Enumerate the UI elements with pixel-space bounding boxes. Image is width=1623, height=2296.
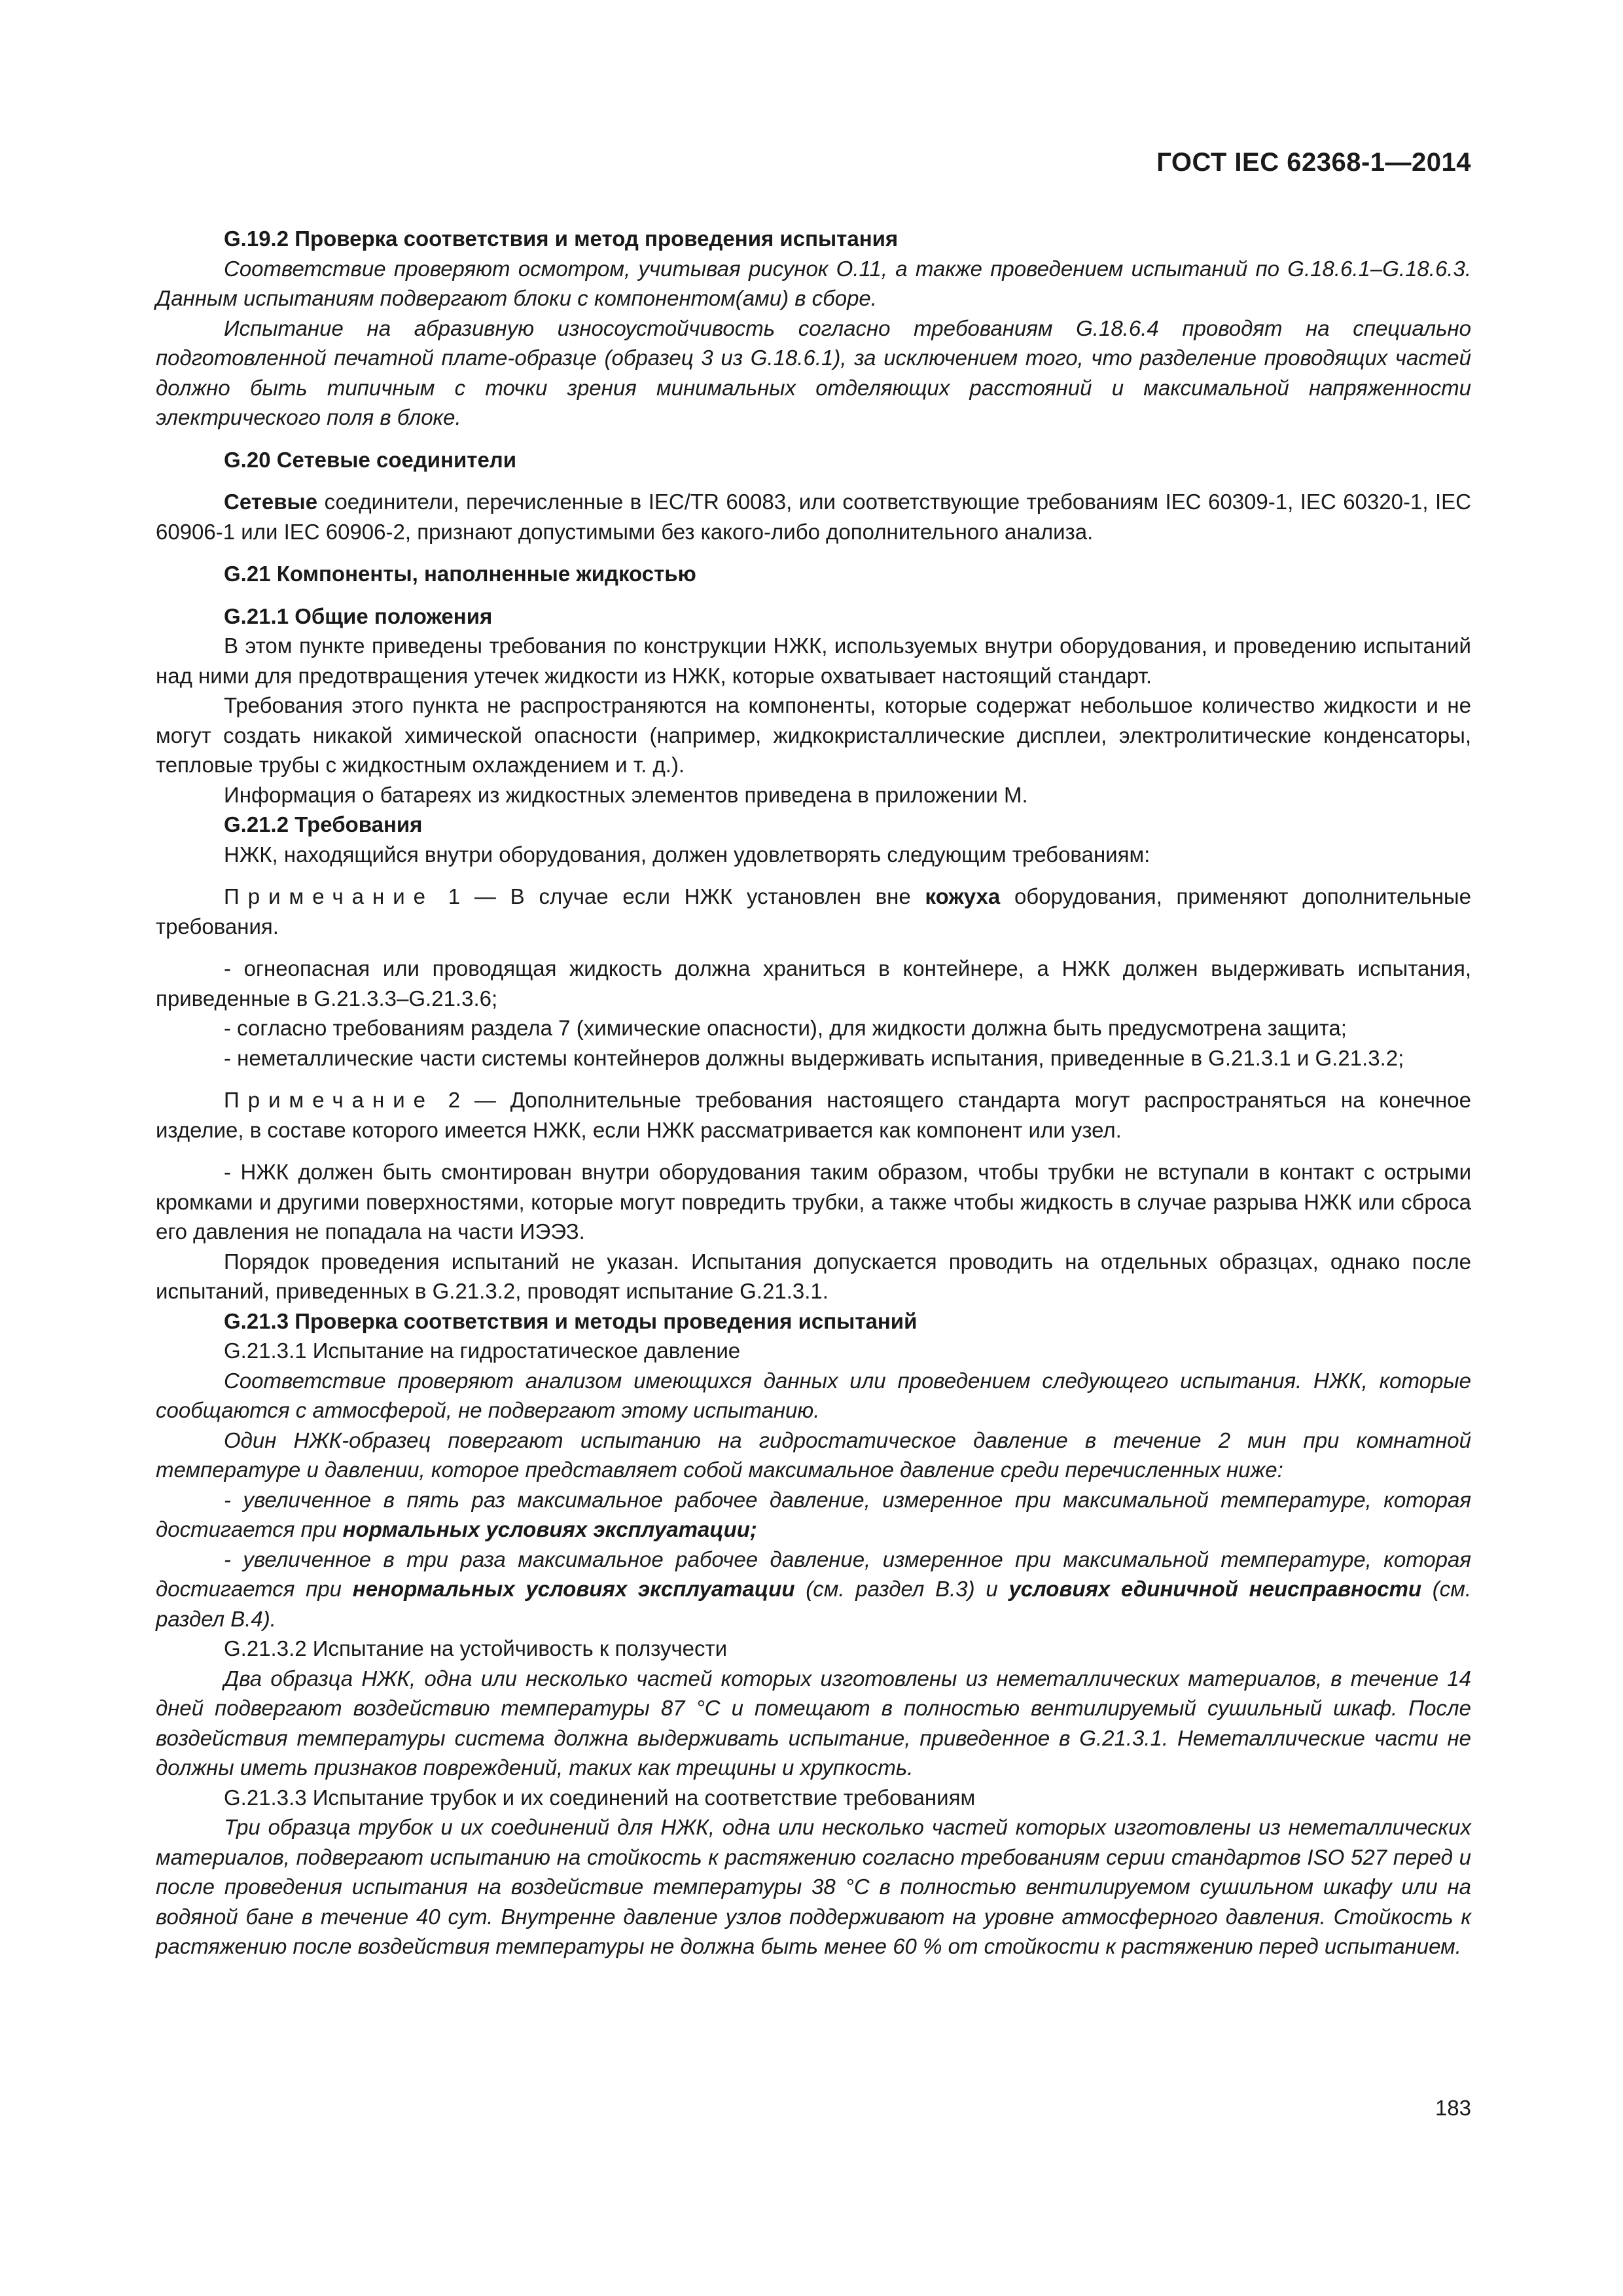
section-title-g21: G.21 Компоненты, наполненные жидкостью — [224, 562, 696, 586]
text: оборудования, применяют дополнительные требования. — [156, 884, 1471, 939]
paragraph: Испытание на абразивную износоустойчивость согласно требованиям G.18.6.4 проводят на специально подготовленной печатной плате-образце (образец 3 из G.18.6.1), за исключением того, что разделение проводящих частей должно быть типичным с точки зрения минимальных отделяющих расстояний и максимальной напряженности электрического поля в блоке. — [156, 315, 1471, 429]
text: (см. раздел В.4). — [156, 1577, 1472, 1631]
text: (см. раздел В.3) и — [794, 1577, 1009, 1601]
text: соединители, перечисленные в IEC/TR 60083, или соответствующие требованиям IEC 60309-1, IEC 60320-1, IEC 60906-1 или IEC 60906-2, признают допустимыми без какого-либо дополнительного анализа. — [156, 490, 1471, 544]
section-title-g21-1: G.21.1 Общие положения — [224, 603, 493, 628]
page-number: 183 — [1435, 2096, 1471, 2120]
term-bold: ненормальных условиях эксплуатации — [352, 1577, 795, 1601]
text: 1 — В случае если НЖК установлен вне — [434, 884, 925, 908]
list-item: - огнеопасная или проводящая жидкость должна храниться в контейнере, а НЖК должен выдерживать испытания, приведенные в G.21.3.3–G.21.3.6; — [156, 956, 1471, 1011]
paragraph: НЖК, находящийся внутри оборудования, должен удовлетворять следующим требованиям: — [224, 842, 1150, 867]
section-title-g21-2: G.21.2 Требования — [224, 812, 423, 836]
subsection-title-g21-3-3: G.21.3.3 Испытание трубок и их соединений на соответствие требованиям — [224, 1785, 976, 1810]
note-label: Примечание — [224, 884, 435, 908]
list-item: - неметаллические части системы контейнеров должны выдерживать испытания, приведенные в G.21.3.1 и G.21.3.2; — [224, 1045, 1404, 1070]
paragraph — [156, 487, 1471, 547]
term-bold: условиях единичной неисправности — [1008, 1577, 1421, 1601]
section-title-g19-2: G.19.2 Проверка соответствия и метод проведения испытания — [224, 226, 899, 251]
paragraph: Информация о батареях из жидкостных элементов приведена в приложении М. — [224, 782, 1028, 807]
list-item — [156, 1485, 1471, 1545]
document-header: ГОСТ IEC 62368-1—2014 — [1156, 148, 1471, 177]
note-1 — [156, 882, 1471, 941]
section-title-g21-3: G.21.3 Проверка соответствия и методы проведения испытаний — [224, 1308, 918, 1333]
paragraph: Соответствие проверяют осмотром, учитывая рисунок О.11, а также проведением испытаний по G.18.6.1–G.18.6.3. Данным испытаниям подвергают блоки с компонентом(ами) в сборе. — [156, 256, 1471, 310]
section-title-g20: G.20 Сетевые соединители — [224, 447, 517, 472]
term-bold: кожуха — [925, 884, 1001, 908]
note-label: Примечание — [224, 1088, 435, 1112]
paragraph: Один НЖК-образец повергают испытанию на гидростатическое давление в течение 2 мин при комнатной температуре и давлении, которое представляет собой максимальное давление среди перечисленных ниже: — [156, 1427, 1471, 1482]
paragraph: Два образца НЖК, одна или несколько частей которых изготовлены из неметаллических материалов, в течение 14 дней подвергают воздействию температуры 87 °С и помещают в полностью вентилируемый сушильный шкаф. После воздействия температуры система должна выдерживать испытание, приведенное в G.21.3.1. Неметаллические части не должны иметь признаков повреждений, таких как трещины и хрупкость. — [156, 1666, 1471, 1780]
paragraph: Три образца трубок и их соединений для НЖК, одна или несколько частей которых изготовлены из неметаллических материалов, подвергают испытанию на стойкость к растяжению согласно требованиям серии стандартов ISO 527 перед и после проведения испытания на воздействие температуры 38 °С в полностью вентилируемом сушильном шкафу или на водяной бане в течение 40 сут. Внутренне давление узлов поддерживают на уровне атмосферного давления. Стойкость к растяжению после воздействия температуры не должна быть менее 60 % от стойкости к растяжению перед испытанием. — [156, 1815, 1471, 1958]
note-2 — [156, 1085, 1471, 1145]
paragraph: В этом пункте приведены требования по конструкции НЖК, используемых внутри оборудования, и проведению испытаний над ними для предотвращения утечек жидкости из НЖК, которые охватывает настоящий стандарт. — [156, 634, 1471, 688]
subsection-title-g21-3-1: G.21.3.1 Испытание на гидростатическое давление — [224, 1338, 741, 1363]
paragraph: Порядок проведения испытаний не указан. Испытания допускается проводить на отдельных образцах, однако после испытаний, приведенных в G.21.3.2, проводят испытание G.21.3.1. — [156, 1249, 1471, 1303]
list-item: - согласно требованиям раздела 7 (химические опасности), для жидкости должна быть предусмотрена защита; — [224, 1016, 1347, 1040]
text: - увеличенное в три раза максимальное рабочее давление, измеренное при максимальной температуре, которая достигается при — [156, 1547, 1471, 1601]
term-bold: Сетевые — [224, 490, 318, 514]
text: 2 — Дополнительные требования настоящего стандарта могут распространяться на конечное изделие, в составе которого имеется НЖК, если НЖК рассматривается как компонент или узел. — [156, 1088, 1471, 1142]
document-body — [156, 224, 1471, 1962]
list-item — [156, 1545, 1471, 1634]
term-bold: нормальных условиях эксплуатации; — [342, 1517, 757, 1541]
list-item: - НЖК должен быть смонтирован внутри оборудования таким образом, чтобы трубки не вступали в контакт с острыми кромками и другими поверхностями, которые могут повредить трубки, а также чтобы жидкость в случае разрыва НЖК или сброса его давления не попадала на части ИЭЭЗ. — [156, 1160, 1471, 1244]
paragraph: Соответствие проверяют анализом имеющихся данных или проведением следующего испытания. НЖК, которые сообщаются с атмосферой, не подвергают этому испытанию. — [156, 1368, 1471, 1422]
text: - увеличенное в пять раз максимальное рабочее давление, измеренное при максимальной температуре, которая достигается при — [156, 1487, 1471, 1541]
paragraph: Требования этого пункта не распространяются на компоненты, которые содержат небольшое количество жидкости и не могут создать никакой химической опасности (например, жидкокристаллические дисплеи, электролитические конденсаторы, тепловые трубы с жидкостным охлаждением и т. д.). — [156, 693, 1471, 777]
subsection-title-g21-3-2: G.21.3.2 Испытание на устойчивость к ползучести — [224, 1636, 728, 1660]
